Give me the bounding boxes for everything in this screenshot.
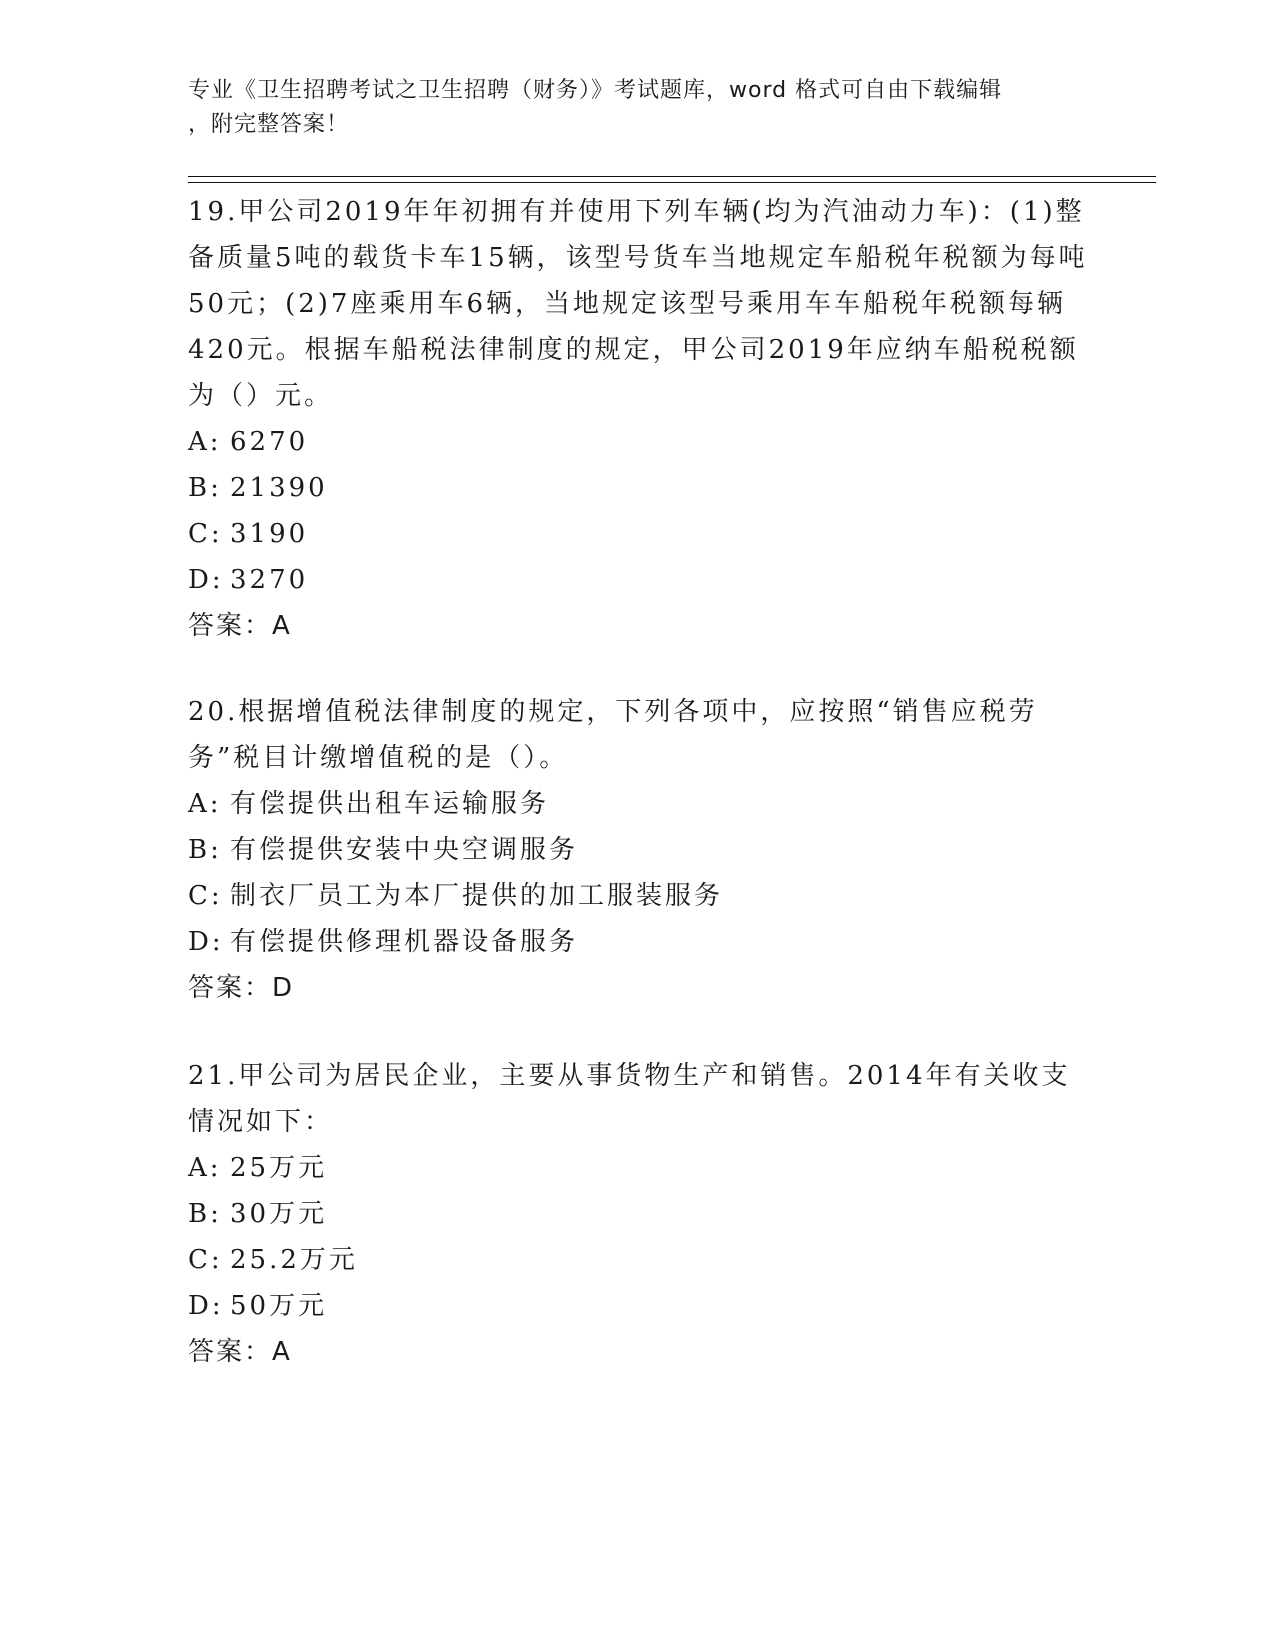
option-c bbox=[188, 511, 1088, 557]
option-text: 30万元 bbox=[230, 1199, 328, 1229]
option-letter: C: bbox=[188, 881, 223, 911]
answer-line: 答案：A bbox=[188, 1337, 292, 1367]
option-letter: C: bbox=[188, 1245, 223, 1275]
option-c bbox=[188, 873, 1088, 919]
option-a bbox=[188, 419, 1088, 465]
option-text: 50万元 bbox=[230, 1291, 328, 1321]
option-b bbox=[188, 827, 1088, 873]
option-b bbox=[188, 465, 1088, 511]
option-a bbox=[188, 1145, 1088, 1191]
header-divider-top bbox=[188, 176, 1156, 177]
option-text: 3270 bbox=[230, 565, 309, 595]
option-letter: D: bbox=[188, 1291, 224, 1321]
option-text: 6270 bbox=[230, 427, 309, 457]
option-d bbox=[188, 1283, 1088, 1329]
option-text: 25万元 bbox=[230, 1153, 328, 1183]
question-21 bbox=[188, 1053, 1088, 1375]
option-d bbox=[188, 919, 1088, 965]
option-letter: C: bbox=[188, 519, 223, 549]
document-header bbox=[188, 74, 1088, 142]
option-text: 有偿提供出租车运输服务 bbox=[230, 789, 550, 819]
answer-line: 答案：D bbox=[188, 973, 295, 1003]
option-letter: A: bbox=[188, 427, 222, 457]
header-divider-bottom bbox=[188, 182, 1156, 183]
option-text: 21390 bbox=[230, 473, 328, 503]
header-line-2: ，附完整答案！ bbox=[188, 112, 350, 137]
question-text: 19.甲公司2019年年初拥有并使用下列车辆(均为汽油动力车)：(1)整备质量5吨的载货卡车15辆，该型号货车当地规定车船税年税额为每吨50元；(2)7座乘用车6辆，当地规定该型号乘用车车船税年税额每辆420元。根据车船税法律制度的规定，甲公司2019年应纳车船税税额为（）元。 bbox=[188, 197, 1088, 411]
option-text: 3190 bbox=[230, 519, 309, 549]
option-text: 有偿提供修理机器设备服务 bbox=[230, 927, 579, 957]
option-text: 有偿提供安装中央空调服务 bbox=[230, 835, 579, 865]
option-letter: B: bbox=[188, 473, 222, 503]
question-20 bbox=[188, 689, 1088, 1011]
header-line-1: 专业《卫生招聘考试之卫生招聘（财务）》考试题库，word 格式可自由下载编辑 bbox=[188, 78, 1003, 103]
option-letter: D: bbox=[188, 927, 224, 957]
option-text: 25.2万元 bbox=[230, 1245, 358, 1275]
option-d bbox=[188, 557, 1088, 603]
question-text: 20.根据增值税法律制度的规定，下列各项中，应按照“销售应税劳务”税目计缴增值税的是（）。 bbox=[188, 697, 1038, 773]
option-text: 制衣厂员工为本厂提供的加工服装服务 bbox=[230, 881, 724, 911]
option-c bbox=[188, 1237, 1088, 1283]
answer-line: 答案：A bbox=[188, 611, 292, 641]
question-19 bbox=[188, 189, 1088, 649]
option-a bbox=[188, 781, 1088, 827]
option-b bbox=[188, 1191, 1088, 1237]
option-letter: D: bbox=[188, 565, 224, 595]
option-letter: B: bbox=[188, 835, 222, 865]
question-text: 21.甲公司为居民企业，主要从事货物生产和销售。2014年有关收支情况如下： bbox=[188, 1061, 1071, 1137]
option-letter: A: bbox=[188, 789, 222, 819]
option-letter: B: bbox=[188, 1199, 222, 1229]
option-letter: A: bbox=[188, 1153, 222, 1183]
